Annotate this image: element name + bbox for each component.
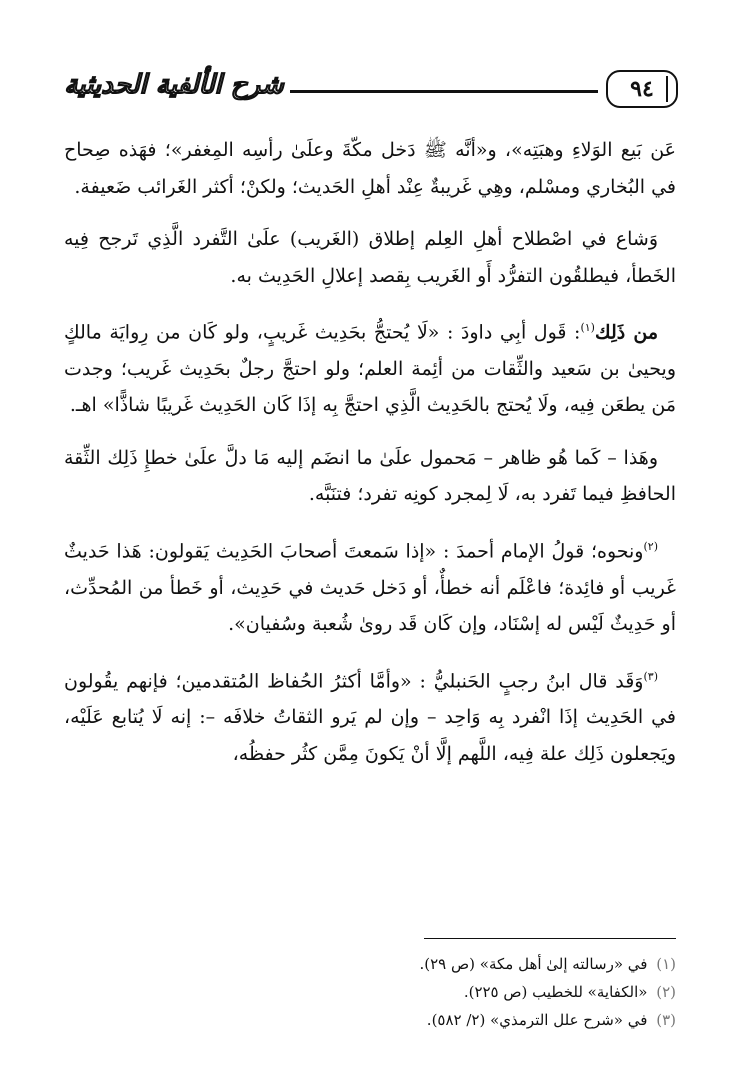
- header-rule: [290, 90, 598, 93]
- paragraph: [64, 659, 676, 773]
- footnote-marker: (٣): [643, 669, 658, 683]
- page-number: ٩٤: [606, 70, 678, 108]
- page-header: [62, 66, 678, 114]
- footnote: [116, 1006, 676, 1034]
- paragraph: [64, 132, 676, 205]
- footnote-separator: [424, 938, 676, 939]
- footnote-text: في «رسالته إلىٰ أهل مكة» (ص ٢٩).: [419, 955, 648, 973]
- paragraph: [64, 529, 676, 643]
- paragraph: [64, 440, 676, 513]
- footnote-marker: (٢): [643, 539, 658, 553]
- paragraph-text: وهَذا – كَما هُو ظاهر – مَحمول علَىٰ ما انضَم إليه مَا دلَّ علَىٰ خطإِ ذَلِك الثِّقة الحافظِ فيما تَفرد به، لَا لِمجرد كونِه تفرد؛ فتنَبَّه.: [64, 446, 676, 506]
- paragraph-text: وَشاع في اصْطلاح أهلِ العِلم إطلاق (الغَريب) علَىٰ التَّفرد الَّذِي تَرجح فِيه الخَطأ، فيطلقُون التفرُّد أَو الغَريب بِقصد إعلالِ الحَدِيث به.: [64, 228, 676, 287]
- paragraph: [64, 310, 676, 424]
- footnote-text: في «شرح علل الترمذي» (٢/ ٥٨٢).: [426, 1011, 648, 1029]
- paragraph-lead: من ذَلِك: [594, 321, 658, 344]
- running-title: شرح الألفية الحديثية: [64, 70, 284, 100]
- main-text: [64, 132, 676, 788]
- footnote: [116, 978, 676, 1006]
- footnote-number: (٣): [656, 1011, 676, 1029]
- footnotes: [116, 950, 676, 1034]
- paragraph-text: : قَول أبِي داودَ : «لَا يُحتجُّ بحَدِيث غَريبٍ، ولو كَان من رِوايَة مالكٍ ويحيىٰ بن سَعيد والثِّقات من أئِمة العلم؛ ولو احتجَّ رجلٌ بحَدِيث غَريب؛ وجدت مَن يطعَن فِيه، ولَا يُحتج بالحَدِيث الَّذِي احتجَّ بِه إذَا كَان الحَدِيث غَريبًا شاذًّا» اهـ.: [64, 321, 676, 417]
- paragraph-text: ونحوه؛ قولُ الإمام أحمدَ : «إذا سَمعتَ أصحابَ الحَدِيث يَقولون: هَذا حَديثٌ غَريب أو فائِدة؛ فاعْلَم أنه خطأٌ، أو دَخل حَديث في حَدِيث، أو خَطأ من المُحدِّث، أو حَدِيثٌ لَيْس له إسْنَاد، وإن كَان قَد روىٰ شُعبة وسُفيان».: [64, 540, 676, 636]
- paragraph-text: وَقَد قال ابنُ رجبٍ الحَنبليُّ : «وأمَّا أكثرُ الحُفاظ المُتقدمين؛ فإنهم يقُولون في الحَدِيث إذَا انْفرد بِه وَاحِد – وإن لم يَرو الثقاتُ خلافَه –: إنه لَا يُتابع عَلَيْه، ويَجعلون ذَلِك علة فِيه، اللَّهم إلَّا أنْ يَكونَ مِمَّن كثُر حفظُه،: [64, 669, 676, 765]
- footnote-number: (١): [656, 955, 676, 973]
- paragraph: [64, 221, 676, 294]
- footnote-marker: (١): [580, 321, 595, 334]
- footnote: [116, 950, 676, 978]
- footnote-number: (٢): [656, 983, 676, 1001]
- footnote-text: «الكفاية» للخطيب (ص ٢٢٥).: [463, 983, 648, 1001]
- paragraph-text: عَن بَيع الوَلاءِ وهبَتِه»، و«أنَّه ﷺ دَخل مكّةَ وعلَىٰ رأسِه المِغفر»؛ فهَذه صِحاح في البُخاري ومسْلم، وهِي غَريبةٌ عِنْد أهلِ الحَديث؛ ولكنْ؛ أكثر الغَرائب ضَعيفة.: [64, 139, 676, 198]
